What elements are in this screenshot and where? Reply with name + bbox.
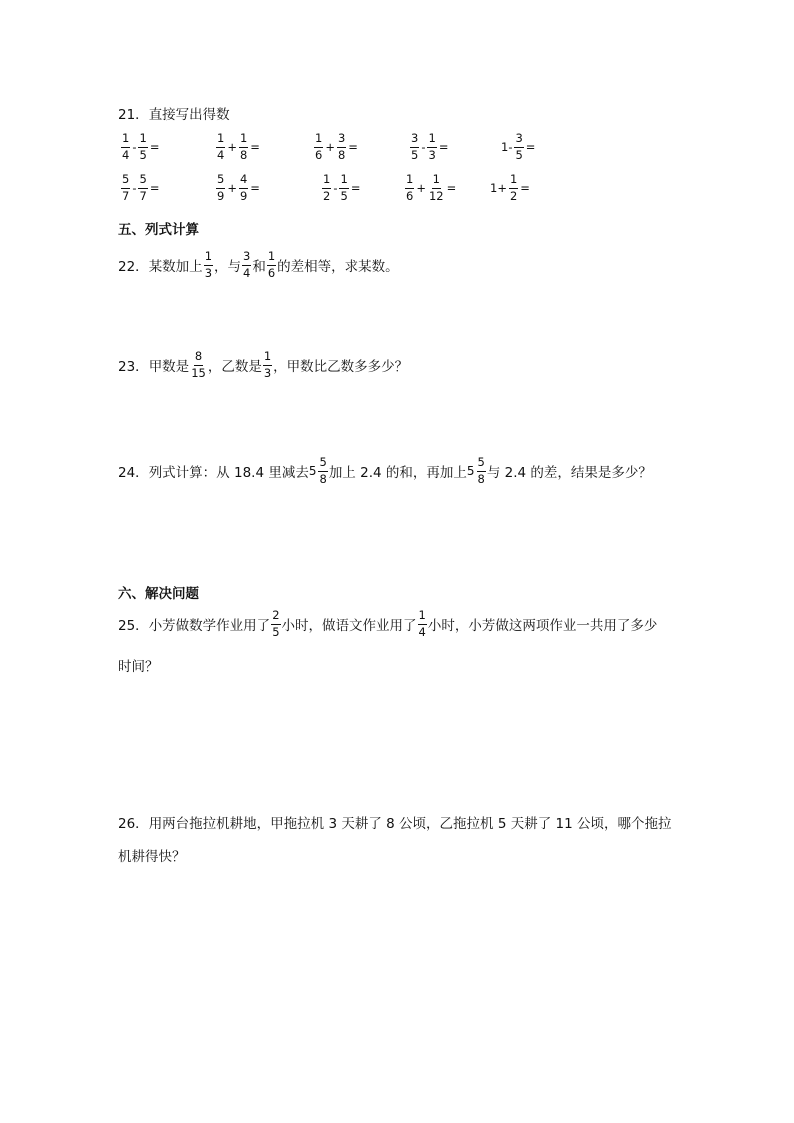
fraction: $\frac{1}{5}$ [340,172,348,203]
fraction: $\frac{3}{8}$ [337,131,346,162]
fraction: $\frac{5}{7}$ [139,172,147,203]
q24-prompt: 24． 列式计算：从 18.4 里减去 5 $\frac{5}{8}$ 加上 2.4 的和，再加上 5 $\frac{5}{8}$ 与 2.4 的差，结果是多少？ [118,455,652,486]
fraction: $\frac{1}{4}$ [122,131,130,162]
q21-expr-1-2: $\frac{1}{4}$ + $\frac{1}{8}$ = [217,131,260,162]
q21-expr-1-3: $\frac{1}{6}$ + $\frac{3}{8}$ = [315,131,358,162]
q24-number: 24． [118,465,149,482]
q26-number: 26． [118,816,149,832]
fraction: $\frac{1}{8}$ [239,131,248,162]
fraction: $\frac{1}{12}$ [428,172,444,203]
fraction: $\frac{3}{5}$ [515,131,523,162]
fraction: $\frac{1}{4}$ [217,131,225,162]
fraction: $\frac{1}{6}$ [267,249,276,280]
q22-number: 22． [118,259,149,276]
q26-continuation: 机耕得快？ [118,849,186,865]
fraction: $\frac{1}{3}$ [263,349,272,380]
q25-number: 25． [118,618,149,635]
q21-expr-2-2: $\frac{5}{9}$ + $\frac{4}{9}$ = [217,172,260,203]
q23-prompt: 23． 甲数是 $\frac{8}{15}$ ，乙数是 $\frac{1}{3}$ ，甲数比乙数多多少？ [118,349,409,380]
fraction: $\frac{2}{5}$ [272,608,280,639]
fraction: $\frac{4}{9}$ [239,172,248,203]
fraction: $\frac{1}{5}$ [139,131,147,162]
q21-expr-1-4: $\frac{3}{5}$ - $\frac{1}{3}$ = [411,131,449,162]
fraction: $\frac{3}{4}$ [243,249,251,280]
fraction: $\frac{1}{4}$ [418,608,426,639]
fraction: $\frac{3}{5}$ [411,131,419,162]
q21-expr-2-3: $\frac{1}{2}$ - $\frac{1}{5}$ = [323,172,361,203]
fraction: $\frac{1}{3}$ [428,131,436,162]
q25-prompt: 25． 小芳做数学作业用了 $\frac{2}{5}$ 小时，做语文作业用了 $\frac{1}{4}$ 小时，小芳做这两项作业一共用了多少 [118,608,658,639]
fraction: $\frac{5}{7}$ [122,172,130,203]
section-six-heading: 六、解决问题 [118,586,199,602]
q23-number: 23． [118,359,149,376]
fraction: $\frac{1}{6}$ [406,172,414,203]
q22-prompt: 22． 某数加上 $\frac{1}{3}$ ，与 $\frac{3}{4}$ 和 $\frac{1}{6}$ 的差相等，求某数。 [118,249,399,280]
q21-prompt [118,103,230,123]
q21-expr-1-1: $\frac{1}{4}$ - $\frac{1}{5}$ = [122,131,160,162]
q21-expr-1-5: 1- $\frac{3}{5}$ = [501,131,536,162]
q25-continuation: 时间？ [118,659,159,675]
q21-expr-2-5: 1+ $\frac{1}{2}$ = [490,172,530,203]
section-five-heading: 五、列式计算 [118,222,199,238]
q21-expr-2-1: $\frac{5}{7}$ - $\frac{5}{7}$ = [122,172,160,203]
fraction: $\frac{1}{6}$ [315,131,323,162]
q21-expr-2-4: $\frac{1}{6}$ + $\frac{1}{12}$ = [406,172,457,203]
fraction: $\frac{1}{2}$ [509,172,518,203]
fraction: $\frac{5}{8}$ [319,455,327,486]
q21-number: 21． [118,107,149,123]
fraction: $\frac{8}{15}$ [191,349,206,380]
fraction: $\frac{1}{2}$ [323,172,331,203]
fraction: $\frac{1}{3}$ [204,249,213,280]
fraction: $\frac{5}{9}$ [217,172,225,203]
q26-prompt: 26． 用两台拖拉机耕地，甲拖拉机 3 天耕了 8 公顷，乙拖拉机 5 天耕了 11 公顷，哪个拖拉 [118,812,671,832]
q21-text: 直接写出得数 [148,107,230,123]
fraction: $\frac{5}{8}$ [477,455,485,486]
